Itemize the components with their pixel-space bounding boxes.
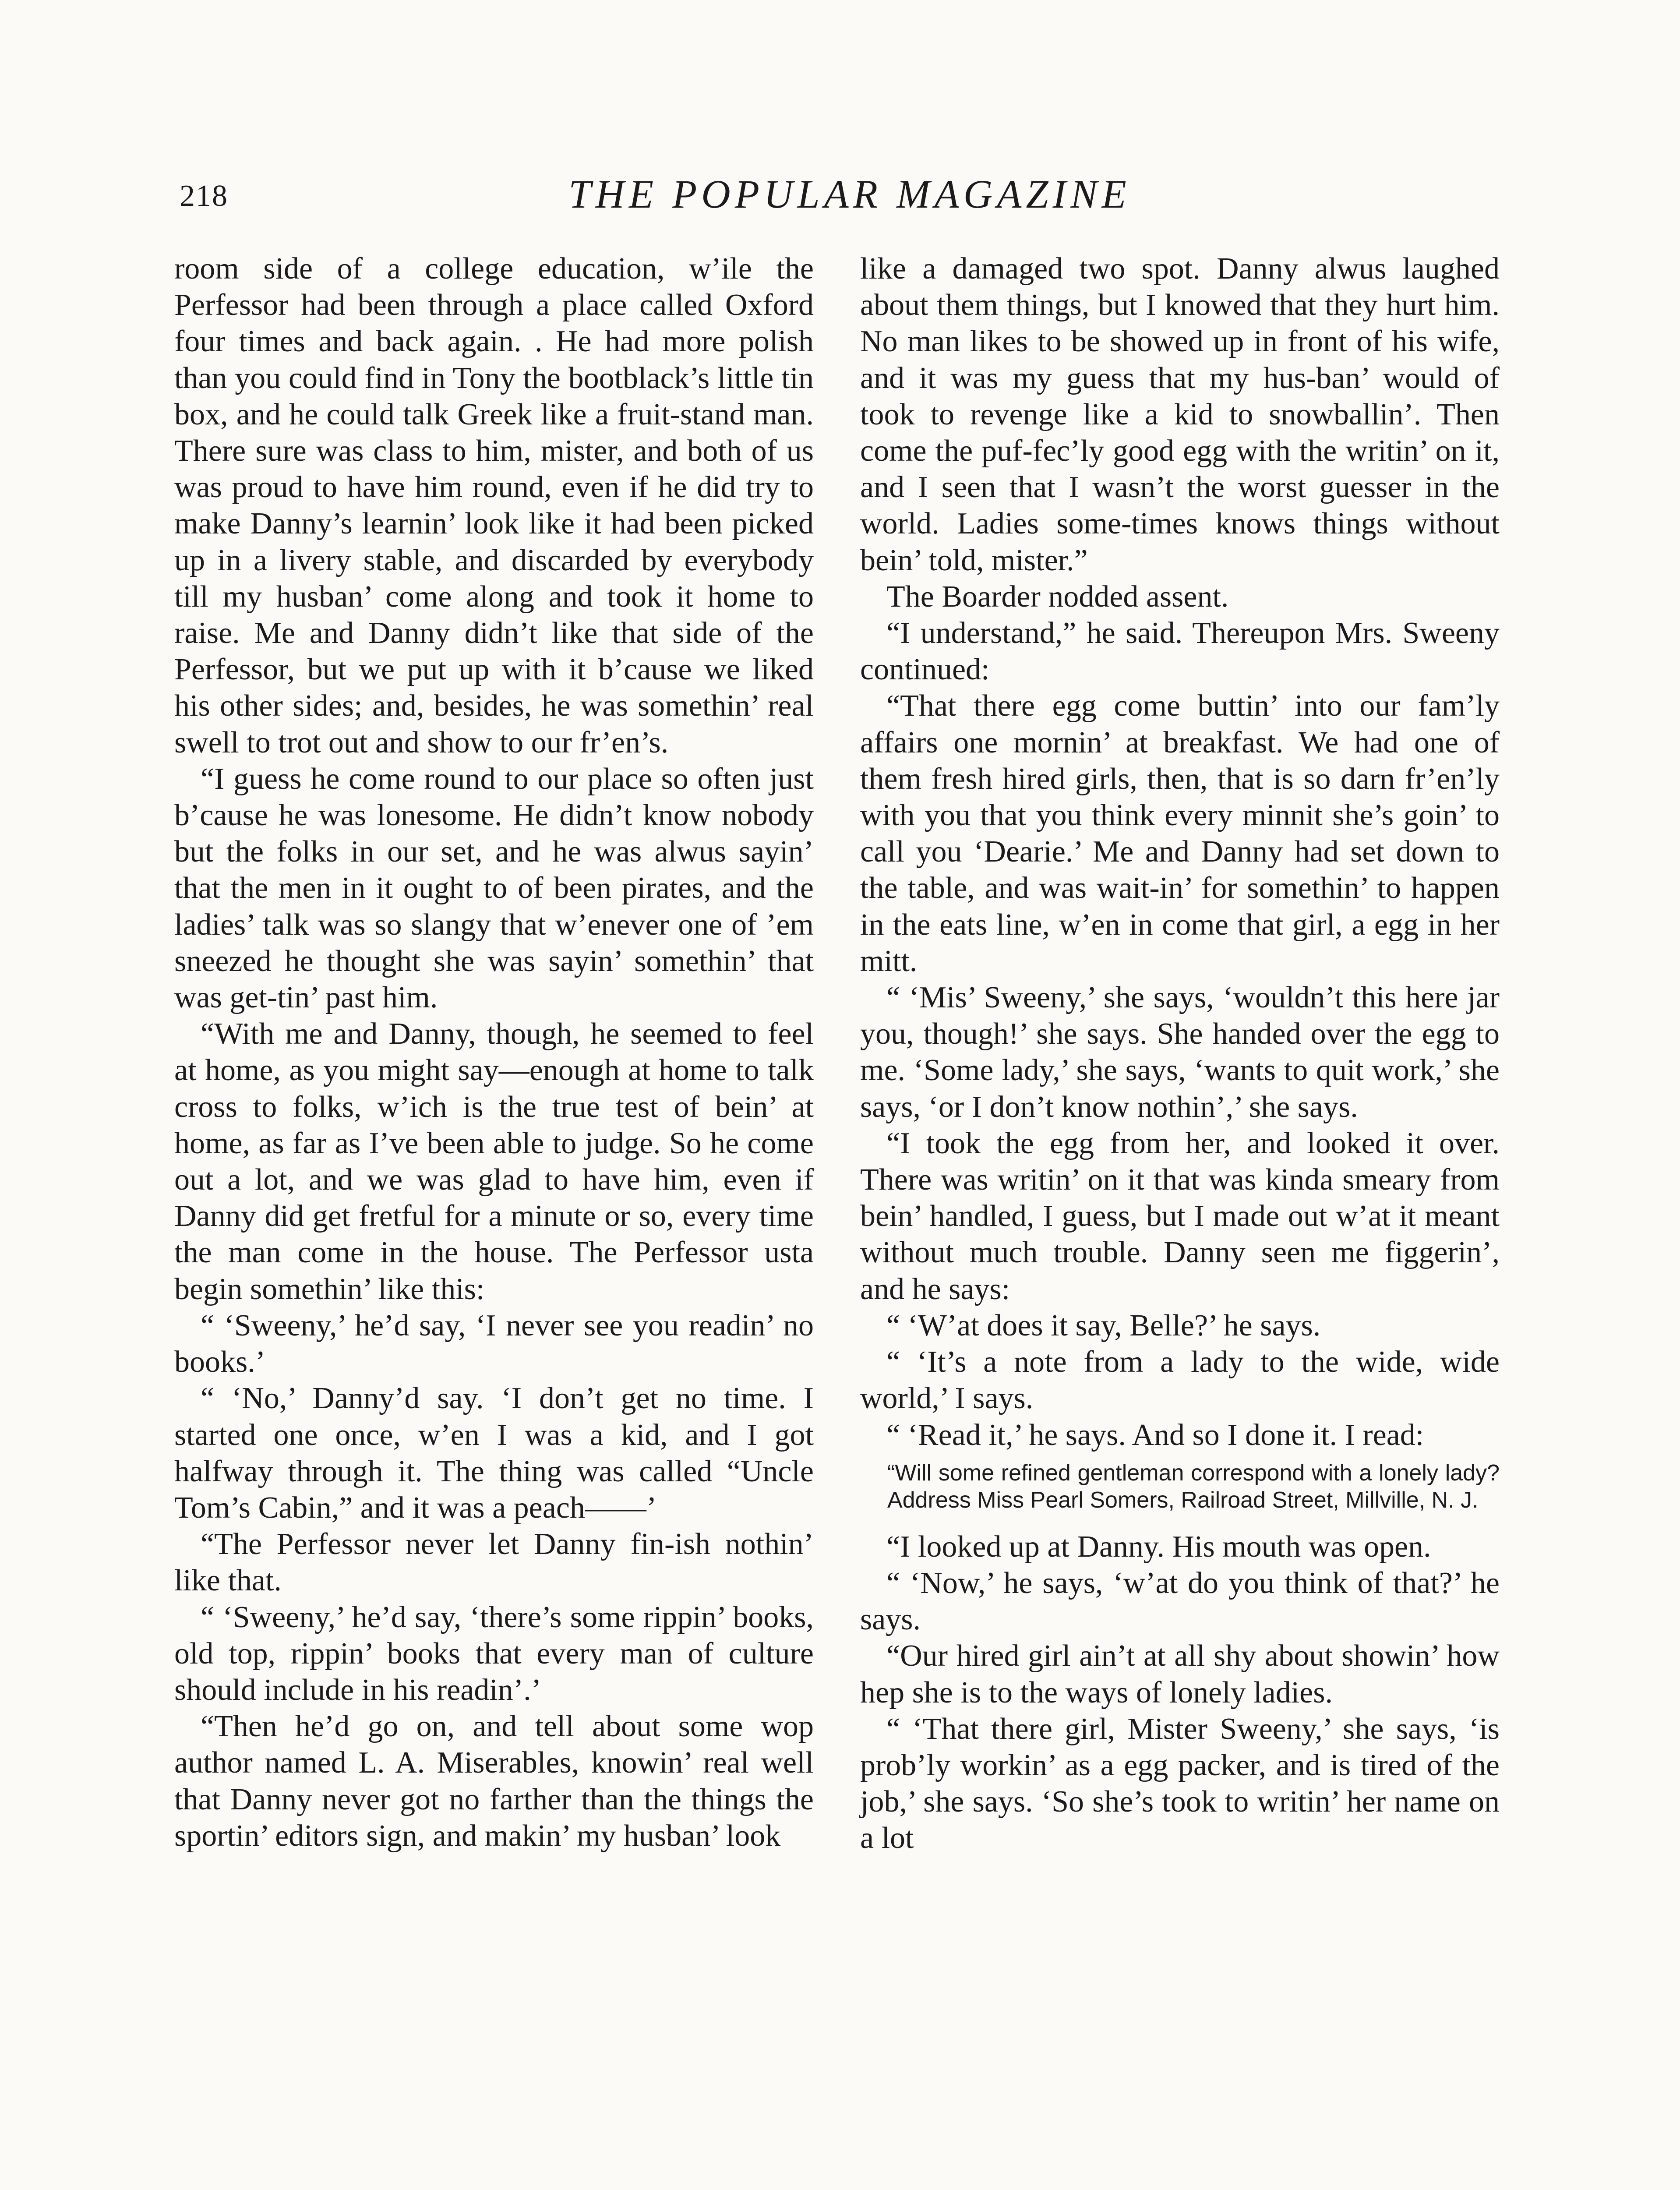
paragraph: “Our hired girl ain’t at all shy about showin’ how hep she is to the ways of lonely ladies. (860, 1639, 1500, 1710)
paragraph: “ ‘That there girl, Mister Sweeny,’ she says, ‘is prob’ly workin’ as a egg packer, and is tired of the job,’ she says. ‘So she’s took to writin’ her name on a lot (860, 1712, 1500, 1855)
egg-note-quote: “Will some refined gentleman correspond with a lonely lady? Address Miss Pearl Somers, Railroad Street, Millville, N. J. (887, 1460, 1500, 1513)
paragraph: The Boarder nodded assent. (886, 579, 1229, 614)
paragraph: “ ‘It’s a note from a lady to the wide, wide world,’ I says. (860, 1345, 1500, 1416)
paragraph: “I looked up at Danny. His mouth was open. (886, 1529, 1431, 1564)
paragraph: “ ‘Read it,’ he says. And so I done it. I read: (886, 1418, 1424, 1452)
right-column (860, 251, 1500, 1857)
page-number: 218 (180, 179, 228, 213)
paragraph: room side of a college education, w’ile the Perfessor had been through a place called Oxford four times and back again. . He had more polish than you could find in Tony the bootblack’s little tin box, and he could talk Greek like a fruit-stand man. There sure was class to him, mister, and both of us was proud to have him round, even if he did try to make Danny’s learnin’ look like it had been picked up in a livery stable, and discarded by everybody till my husban’ come along and took it home to raise. Me and Danny didn’t like that side of the Perfessor, but we put up with it b’cause we liked his other sides; and, besides, he was somethin’ real swell to trot out and show to our fr’en’s. (174, 252, 814, 759)
paragraph: “I guess he come round to our place so often just b’cause he was lonesome. He didn’t know nobody but the folks in our set, and he was alwus sayin’ that the men in it ought to of been pirates, and the ladies’ talk was so slangy that w’enever one of ’em sneezed he thought she was sayin’ somethin’ that was get-tin’ past him. (174, 762, 814, 1015)
running-head-title: THE POPULAR MAGAZINE (568, 172, 1131, 216)
paragraph: “ ‘W’at does it say, Belle?’ he says. (886, 1308, 1321, 1342)
paragraph: “Then he’d go on, and tell about some wop author named L. A. Miserables, knowin’ real well that Danny never got no farther than the things the sportin’ editors sign, and makin’ my husban’ look (174, 1710, 814, 1853)
paragraph: “ ‘Sweeny,’ he’d say, ‘I never see you readin’ no books.’ (174, 1308, 814, 1379)
paragraph: “ ‘Sweeny,’ he’d say, ‘there’s some rippin’ books, old top, rippin’ books that every man of culture should include in his readin’.’ (174, 1600, 814, 1707)
paragraph: “ ‘Now,’ he says, ‘w’at do you think of that?’ he says. (860, 1566, 1500, 1637)
paragraph: “With me and Danny, though, he seemed to feel at home, as you might say—enough at home to talk cross to folks, w’ich is the true test of bein’ at home, as far as I’ve been able to judge. So he come out a lot, and we was glad to have him, even if Danny did get fretful for a minute or so, every time the man come in the house. The Perfessor usta begin somethin’ like this: (174, 1017, 814, 1306)
paragraph: “ ‘No,’ Danny’d say. ‘I don’t get no time. I started one once, w’en I was a kid, and I got halfway through it. The thing was called “Uncle Tom’s Cabin,” and it was a peach——’ (174, 1381, 814, 1525)
paragraph: “I took the egg from her, and looked it over. There was writin’ on it that was kinda smeary from bein’ handled, I guess, but I made out w’at it meant without much trouble. Danny seen me figgerin’, and he says: (860, 1126, 1500, 1306)
paragraph: “I understand,” he said. Thereupon Mrs. Sweeny continued: (860, 616, 1500, 687)
left-column (174, 251, 814, 1854)
paragraph: like a damaged two spot. Danny alwus laughed about them things, but I knowed that they hurt him. No man likes to be showed up in front of his wife, and it was my guess that my hus-ban’ would of took to revenge like a kid to snowballin’. Then come the puf-fec’ly good egg with the writin’ on it, and I seen that I wasn’t the worst guesser in the world. Ladies some-times knows things without bein’ told, mister.” (860, 252, 1500, 577)
paragraph: “That there egg come buttin’ into our fam’ly affairs one mornin’ at breakfast. We had one of them fresh hired girls, then, that is so darn fr’en’ly with you that you think every minnit she’s goin’ to call you ‘Dearie.’ Me and Danny had set down to the table, and was wait-in’ for somethin’ to happen in the eats line, w’en in come that girl, a egg in her mitt. (860, 689, 1500, 978)
paragraph: “ ‘Mis’ Sweeny,’ she says, ‘wouldn’t this here jar you, though!’ she says. She handed over the egg to me. ‘Some lady,’ she says, ‘wants to quit work,’ she says, ‘or I don’t know nothin’,’ she says. (860, 981, 1500, 1124)
paragraph: “The Perfessor never let Danny fin-ish nothin’ like that. (174, 1527, 814, 1598)
